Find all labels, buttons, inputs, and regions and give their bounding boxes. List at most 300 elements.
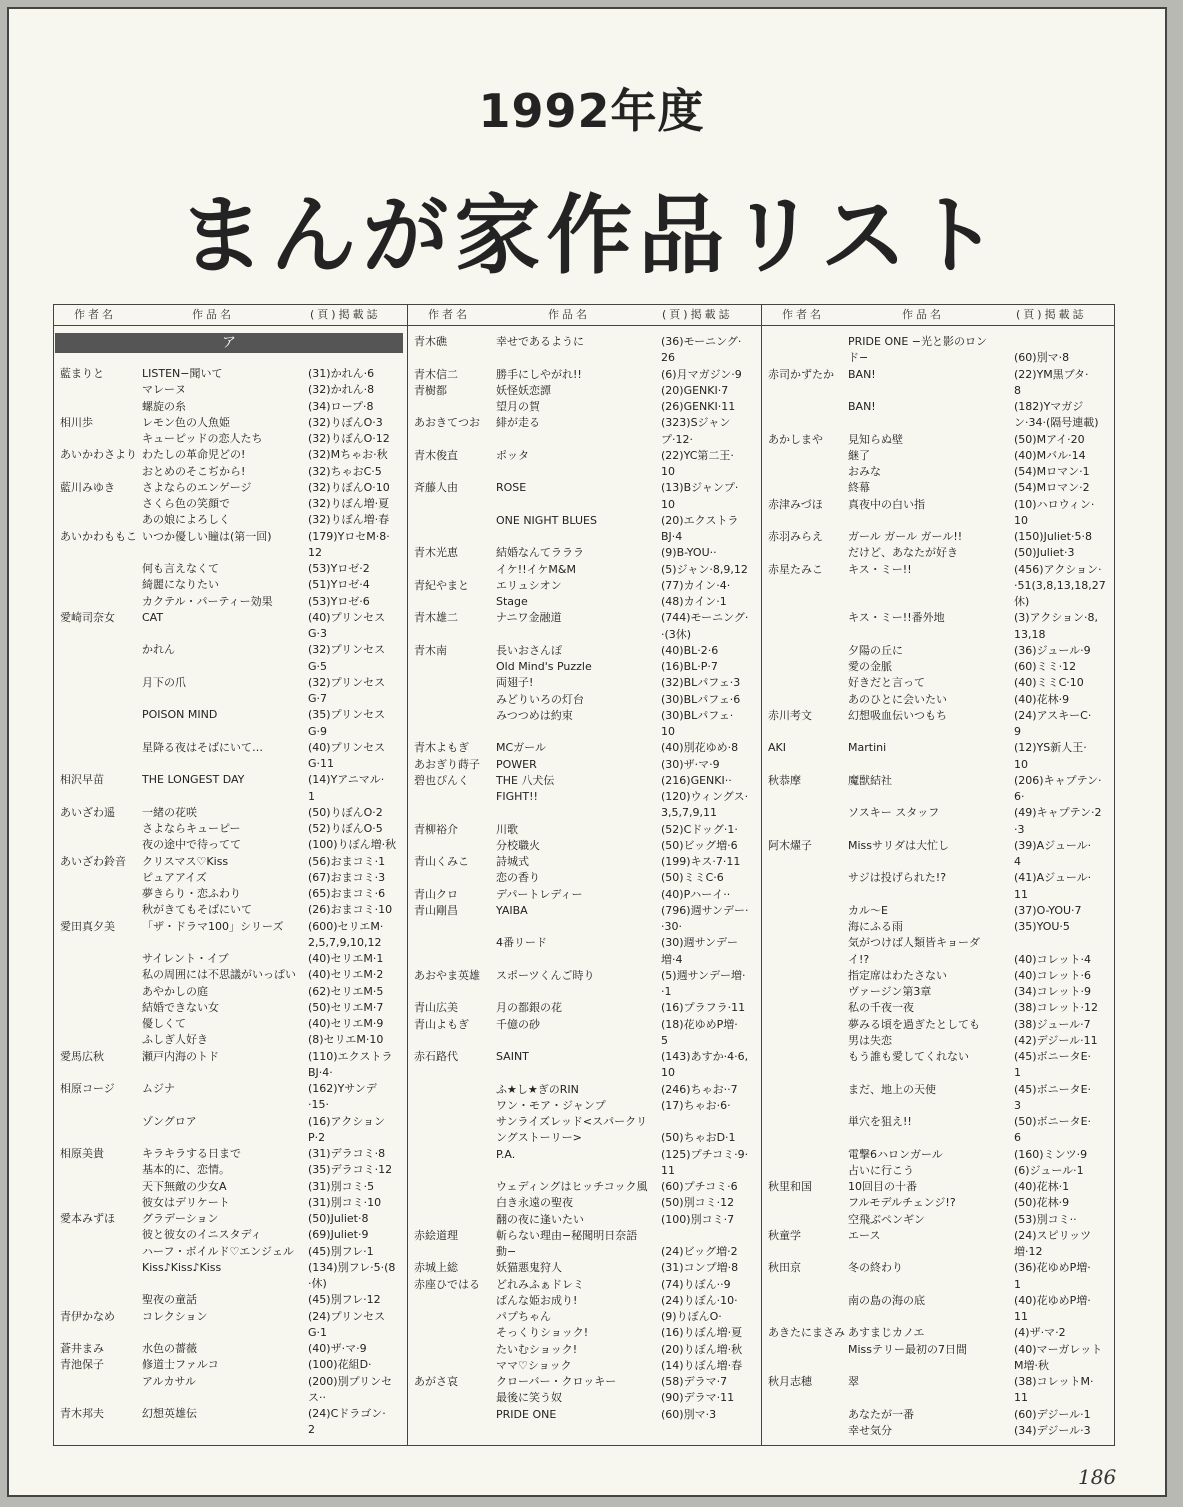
year-title: 1992年度	[478, 84, 705, 138]
magazine-info: (31)別コミ·5	[308, 1179, 375, 1193]
magazine-info: M増·秋	[1014, 1358, 1049, 1372]
work-title: Missテリー最初の7日間	[848, 1342, 968, 1356]
work-title: Old Mind's Puzzle	[496, 660, 592, 673]
magazine-info: (40)プリンセス	[308, 610, 386, 624]
work-title: 秋がきてもそばにいて	[142, 903, 252, 917]
magazine-info: (65)おまコミ·6	[308, 887, 386, 900]
magazine-info: 休)	[1014, 595, 1030, 608]
magazine-info: (40)花ゆめP増·	[1014, 1293, 1091, 1307]
author-name: あおやま英雄	[414, 968, 480, 982]
work-title: ポッタ	[496, 448, 529, 462]
magazine-info: (3)アクション·8,	[1014, 611, 1099, 625]
magazine-info: (110)エクストラ	[308, 1049, 393, 1063]
work-title: 電撃6ハロンガール	[848, 1147, 943, 1161]
author-name: 青木光恵	[414, 546, 458, 560]
magazine-info: (39)Aジュール·	[1014, 838, 1092, 852]
work-title: Kiss♪Kiss♪Kiss	[142, 1260, 222, 1274]
magazine-info: ス··	[308, 1390, 326, 1404]
magazine-info: (100)りぼん増·秋	[308, 838, 397, 852]
magazine-info: (30)週サンデー	[661, 936, 739, 950]
author-name: 青山よもぎ	[414, 1017, 469, 1031]
author-name: AKI	[768, 741, 786, 755]
magazine-info: (6)ジュール·1	[1014, 1163, 1084, 1177]
work-title: 夜の途中で待ってて	[142, 838, 241, 852]
work-title: FIGHT!!	[496, 790, 538, 803]
work-title: 幻想英雄伝	[142, 1407, 197, 1420]
author-name: 青木礁	[414, 335, 447, 348]
magazine-info: (120)ウィングス·	[661, 790, 749, 803]
magazine-info: (45)別フレ·12	[308, 1293, 381, 1307]
work-title: POWER	[496, 757, 537, 771]
work-title: だけど、あなたが好き	[848, 546, 958, 560]
magazine-info: (16)BL·P·7	[661, 660, 718, 673]
magazine-info: (36)ジュール·9	[1014, 643, 1091, 657]
work-title: クリスマス♡Kiss	[142, 854, 229, 868]
work-title: 基本的に、恋情。	[142, 1163, 230, 1177]
work-title: さくら色の笑顔で	[142, 497, 230, 510]
work-title: ド−	[848, 351, 869, 365]
author-name: あいかわももこ	[60, 529, 137, 543]
magazine-info: (30)ザ·マ·9	[661, 757, 720, 771]
work-title: 彼と彼女のイニスタディ	[142, 1228, 262, 1242]
magazine-info: (67)おまコミ·3	[308, 870, 386, 884]
magazine-info: 3,5,7,9,11	[661, 806, 717, 820]
magazine-info: (50)Mアイ·20	[1014, 432, 1085, 446]
work-title: 海にふる雨	[848, 920, 903, 933]
magazine-info: 11	[1014, 887, 1028, 901]
magazine-info: (26)GENKI·11	[661, 400, 736, 413]
magazine-info: 1	[1014, 1066, 1021, 1080]
magazine-info: (35)デラコミ·12	[308, 1163, 393, 1177]
work-title: MCガール	[496, 741, 546, 755]
magazine-info: (62)セリエM·5	[308, 984, 384, 998]
magazine-info: G·1	[308, 1325, 328, 1339]
work-title: 終幕	[848, 481, 870, 495]
author-name: あがさ哀	[414, 1375, 458, 1388]
work-title: 好きだと言って	[848, 676, 925, 690]
work-title: カクテル・パーティー効果	[142, 594, 273, 608]
work-title: 冬の終わり	[848, 1261, 903, 1275]
work-title: PRIDE ONE −光と影のロン	[848, 335, 987, 348]
author-name: 青伊かなめ	[60, 1309, 115, 1323]
work-title: おみな	[848, 465, 881, 478]
author-name: 秋恭摩	[768, 773, 801, 787]
magazine-info: (744)モーニング·	[661, 611, 749, 625]
magazine-info: ン·34·(隔号連載)	[1014, 416, 1099, 430]
magazine-info: (40)花林·1	[1014, 1180, 1070, 1193]
magazine-info: (40)Pハーイ··	[661, 887, 731, 901]
header-divider	[53, 325, 1115, 326]
magazine-info: (52)Cドッグ·1·	[661, 822, 738, 836]
magazine-info: (69)Juliet·9	[308, 1228, 369, 1242]
magazine-info: (74)りぼん··9	[661, 1277, 731, 1291]
magazine-info: (50)別コミ·12	[661, 1196, 735, 1210]
work-title: グラデーション	[142, 1212, 219, 1225]
magazine-info: (31)コンプ増·8	[661, 1261, 739, 1275]
work-title: 占いに行こう	[848, 1163, 914, 1177]
work-title: 「ザ・ドラマ100」シリーズ	[142, 919, 284, 933]
work-title: PRIDE ONE	[496, 1407, 557, 1421]
magazine-info: (31)デラコミ·8	[308, 1147, 386, 1160]
work-title: 螺旋の糸	[142, 399, 186, 413]
magazine-info: (54)Mロマン·2	[1014, 481, 1090, 495]
work-title: BAN!	[848, 400, 876, 413]
magazine-info: (50)りぼんO·2	[308, 805, 383, 819]
author-name: あいかわさより	[60, 448, 137, 462]
magazine-info: 2	[308, 1423, 315, 1437]
magazine-info: (24)アスキーC·	[1014, 708, 1092, 722]
magazine-info: 5	[661, 1033, 668, 1047]
work-title: 両翅子!	[496, 676, 534, 690]
work-title: 幸せであるように	[496, 335, 584, 348]
magazine-info: (179)YロセM·8·	[308, 529, 390, 543]
work-title: 何も言えなくて	[142, 562, 219, 575]
work-title: ゾングロア	[142, 1114, 197, 1128]
author-name: 青紀やまと	[414, 578, 469, 592]
magazine-info: (456)アクション·	[1014, 562, 1102, 576]
author-name: 青木俊直	[414, 448, 458, 462]
magazine-info: G·7	[308, 692, 328, 705]
work-title: スポーツくんご時り	[496, 968, 595, 982]
author-name: 斉藤人由	[414, 481, 458, 495]
work-title: 分校職火	[496, 838, 540, 852]
magazine-info: (37)O-YOU·7	[1014, 903, 1082, 917]
author-name: 青池保子	[60, 1358, 104, 1372]
work-title: 妖怪妖恋譚	[496, 383, 551, 397]
magazine-info: (35)プリンセス	[308, 708, 386, 722]
magazine-info: (32)プリンセス	[308, 675, 386, 689]
work-title: Missサリダは大忙し	[848, 838, 950, 852]
magazine-info: (24)りぼん·10·	[661, 1293, 738, 1307]
magazine-info: (216)GENKI··	[661, 773, 732, 787]
work-title: 聖夜の童話	[142, 1293, 197, 1307]
magazine-info: (30)BLパフェ·6	[661, 692, 741, 706]
magazine-info: (35)YOU·5	[1014, 920, 1070, 933]
author-name: 青木信二	[414, 367, 458, 381]
author-name: 相沢早苗	[60, 773, 104, 787]
work-title: そっくりショック!	[496, 1326, 589, 1340]
work-title: LISTEN−聞いて	[142, 367, 223, 380]
work-title: アルカサル	[142, 1374, 197, 1388]
magazine-info: 26	[661, 351, 675, 365]
column-divider	[761, 304, 762, 1446]
author-name: 蒼井まみ	[60, 1342, 104, 1355]
magazine-info: (200)別プリンセ	[308, 1374, 393, 1388]
work-title: ふしぎ人好き	[142, 1033, 208, 1047]
work-title: キス・ミー!!番外地	[848, 611, 945, 625]
magazine-info: (41)Aジュール·	[1014, 871, 1092, 885]
magazine-info: (8)セリエM·10	[308, 1033, 384, 1047]
work-title: サンライズレッド<スパークリ	[496, 1115, 648, 1128]
author-name: 相原美貴	[60, 1147, 104, 1160]
magazine-info: (100)別コミ·7	[661, 1212, 735, 1226]
work-title: 修道士ファルコ	[142, 1358, 219, 1372]
magazine-info: (12)YS新人王·	[1014, 741, 1087, 755]
magazine-info: (38)コレット·12	[1014, 1001, 1098, 1015]
magazine-info: (34)コレット·9	[1014, 985, 1091, 998]
header-author: 作者名	[782, 308, 824, 321]
magazine-info: (40)セリエM·2	[308, 968, 384, 982]
magazine-info: (40)Mバル·14	[1014, 448, 1086, 462]
work-title: 翻の夜に逢いたい	[496, 1212, 584, 1226]
column-divider	[407, 304, 408, 1446]
magazine-info: (52)りぼんO·5	[308, 822, 383, 835]
work-title: まだ、地上の天使	[848, 1082, 936, 1096]
author-name: 赤星たみこ	[768, 562, 823, 576]
magazine-info: 13,18	[1014, 627, 1046, 641]
magazine-info: G·9	[308, 724, 328, 738]
magazine-info: (199)キス·7·11	[661, 855, 741, 868]
magazine-info: (32)りぼんO·12	[308, 432, 390, 445]
work-title: あの娘によろしく	[142, 513, 230, 527]
work-title: 南の島の海の底	[848, 1293, 925, 1307]
magazine-info: (32)プリンセス	[308, 643, 386, 657]
magazine-info: (20)りぼん増·秋	[661, 1342, 743, 1356]
magazine-info: (36)花ゆめP増·	[1014, 1261, 1091, 1275]
author-name: 青木雄二	[414, 611, 458, 625]
magazine-info: (40)BL·2·6	[661, 643, 719, 657]
magazine-info: (32)ちゃおC·5	[308, 464, 382, 478]
author-name: あきたにまさみ	[768, 1326, 845, 1340]
header-work: 作品名	[548, 308, 590, 321]
magazine-info: (20)エクストラ	[661, 513, 739, 527]
magazine-info: (50)Juliet·8	[308, 1212, 369, 1225]
magazine-info: 10	[661, 497, 675, 511]
work-title: ONE NIGHT BLUES	[496, 513, 597, 527]
work-title: みつつめは約束	[496, 708, 573, 722]
magazine-info: (18)花ゆめP増·	[661, 1017, 738, 1031]
magazine-info: 3	[1014, 1098, 1021, 1112]
work-title: あなたが一番	[848, 1407, 914, 1421]
work-title: 川歌	[496, 822, 518, 836]
magazine-info: (40)花林·9	[1014, 692, 1070, 706]
work-title: イ!?	[848, 952, 870, 966]
magazine-info: (49)キャプテン·2	[1014, 806, 1102, 820]
work-title: クローバー・クロッキー	[496, 1375, 617, 1388]
work-title: かれん	[142, 643, 175, 657]
author-name: あいざわ鈴音	[60, 854, 126, 868]
magazine-info: 12	[308, 545, 322, 559]
magazine-info: BJ·4	[661, 530, 683, 543]
work-title: BAN!	[848, 367, 876, 381]
author-name: 赤座ひではる	[414, 1277, 480, 1291]
magazine-info: (14)Yアニマル·	[308, 773, 385, 787]
work-title: ウェディングはヒッチコック風	[496, 1180, 648, 1193]
work-title: 真夜中の白い指	[848, 497, 925, 511]
work-title: サイレント・イブ	[142, 952, 229, 965]
magazine-info: (796)週サンデー·	[661, 903, 749, 917]
magazine-info: 11	[1014, 1310, 1028, 1323]
work-title: 彼女はデリケート	[142, 1195, 230, 1209]
magazine-info: ·(3休)	[661, 627, 692, 641]
author-name: 赤城上総	[414, 1261, 458, 1275]
magazine-info: (31)かれん·6	[308, 367, 375, 380]
magazine-info: (50)ビッグ増·6	[661, 838, 738, 852]
work-title: 恋の香り	[496, 871, 540, 885]
section-band: ア	[55, 333, 403, 353]
work-title: 気がつけば人類皆キョーダ	[848, 936, 980, 950]
author-name: 青木よもぎ	[414, 741, 469, 755]
work-title: 千億の砂	[496, 1017, 540, 1031]
magazine-info: 増·4	[661, 952, 683, 966]
magazine-info: (58)デラマ·7	[661, 1375, 728, 1388]
magazine-info: (60)デジール·1	[1014, 1407, 1091, 1421]
magazine-info: (34)デジール·3	[1014, 1423, 1091, 1437]
work-title: ピュアアイズ	[142, 870, 207, 884]
magazine-info: (60)別マ·8	[1014, 351, 1070, 365]
magazine-info: (16)りぼん増·夏	[661, 1326, 743, 1340]
magazine-info: (45)ボニータE·	[1014, 1082, 1092, 1096]
work-title: ナニワ金融道	[496, 611, 562, 625]
author-name: 秋里和国	[768, 1180, 812, 1193]
work-title: ふ★し★ぎのRIN	[496, 1082, 579, 1096]
magazine-info: ·30·	[661, 920, 682, 933]
work-title: 指定席はわたさない	[848, 968, 947, 982]
magazine-info: (24)プリンセス	[308, 1309, 386, 1323]
magazine-info: 8	[1014, 383, 1021, 397]
author-name: 愛本みずほ	[60, 1212, 115, 1225]
magazine-info: 9	[1014, 725, 1021, 738]
author-name: 秋童学	[768, 1228, 801, 1242]
magazine-info: (10)ハロウィン·	[1014, 497, 1095, 511]
work-title: 結婚できない女	[142, 1000, 219, 1014]
work-title: 望月の賀	[496, 400, 540, 413]
magazine-info: (40)セリエM·9	[308, 1017, 384, 1030]
magazine-info: 10	[661, 465, 675, 478]
work-title: 白き永遠の聖夜	[496, 1196, 573, 1210]
magazine-info: (60)別マ·3	[661, 1407, 717, 1421]
magazine-info: 6	[1014, 1131, 1021, 1145]
magazine-info: (32)BLパフェ·3	[661, 676, 741, 690]
author-name: 秋田京	[768, 1261, 801, 1275]
magazine-info: (206)キャプテン·	[1014, 773, 1102, 787]
magazine-info: G·3	[308, 627, 328, 640]
magazine-info: (60)ミミ·12	[1014, 660, 1077, 673]
magazine-info: (143)あすか·4·6,	[661, 1050, 749, 1063]
magazine-info: (32)りぼん増·夏	[308, 497, 390, 510]
work-title: POISON MIND	[142, 708, 218, 722]
work-title: 長いおさんぽ	[496, 643, 562, 657]
author-name: 藍川みゆき	[60, 480, 115, 494]
work-title: ROSE	[496, 481, 527, 495]
magazine-info: (24)Cドラゴン·	[308, 1407, 386, 1420]
magazine-info: (42)デジール·11	[1014, 1033, 1098, 1047]
work-title: 幻想吸血伝いつもち	[848, 708, 947, 722]
header-work: 作品名	[192, 308, 234, 321]
work-title: 男は失恋	[848, 1033, 892, 1047]
magazine-info: プ·12·	[661, 432, 693, 446]
magazine-info: 増·12	[1014, 1245, 1043, 1258]
magazine-info: ·15·	[308, 1098, 329, 1112]
header-author: 作者名	[428, 308, 470, 321]
magazine-info: P·2	[308, 1130, 326, 1144]
magazine-info: (134)別フレ·5·(8	[308, 1260, 396, 1274]
magazine-info: (30)BLパフェ·	[661, 708, 734, 722]
author-name: 相川歩	[60, 415, 93, 429]
magazine-info: (77)カイン·4·	[661, 578, 731, 592]
magazine-info: (45)ボニータE·	[1014, 1050, 1092, 1063]
header-work: 作品名	[902, 308, 944, 321]
magazine-info: (38)コレットM·	[1014, 1375, 1094, 1388]
work-title: マレーヌ	[142, 383, 186, 397]
magazine-info: (40)ミミC·10	[1014, 676, 1084, 690]
work-title: 緋が走る	[496, 416, 540, 430]
magazine-info: (38)ジュール·7	[1014, 1017, 1091, 1031]
work-title: ハーフ・ボイルド♡エンジェル	[142, 1244, 294, 1258]
magazine-info: (14)りぼん増·春	[661, 1358, 743, 1372]
work-title: ムジナ	[142, 1082, 175, 1095]
work-title: いつか優しい瞳は(第一回)	[142, 529, 272, 543]
work-title: たいむショック!	[496, 1342, 578, 1356]
work-title: サジは投げられた!?	[848, 871, 947, 885]
magazine-info: (31)別コミ·10	[308, 1195, 382, 1209]
magazine-info: (125)プチコミ·9·	[661, 1147, 749, 1161]
author-name: あいざわ遥	[60, 805, 115, 819]
work-title: 瀬戸内海のトド	[142, 1049, 219, 1063]
work-title: あすまじカノエ	[848, 1326, 925, 1340]
work-title: P.A.	[496, 1147, 516, 1161]
magazine-info: (16)プラフラ·11	[661, 1001, 746, 1015]
magazine-info: (51)Yロゼ·4	[308, 578, 370, 592]
magazine-info: BJ·4·	[308, 1065, 333, 1079]
work-title: 斬らない理由−秘聞明日奈語	[496, 1228, 638, 1242]
magazine-info: (53)Yロゼ·2	[308, 562, 370, 575]
work-title: 4番リード	[496, 936, 547, 950]
magazine-info: (600)セリエM·	[308, 919, 384, 933]
author-name: 相原コージ	[60, 1082, 115, 1095]
work-title: 愛の金脈	[848, 660, 892, 673]
work-title: SAINT	[496, 1050, 529, 1063]
work-title: ガール ガール ガール!!	[848, 530, 963, 543]
magazine-info: 10	[1014, 757, 1028, 771]
author-name: 藍まりと	[60, 367, 104, 380]
work-title: 継了	[848, 448, 870, 462]
work-title: あのひとに会いたい	[848, 692, 947, 706]
work-title: 星降る夜はそばにいて…	[142, 740, 263, 754]
magazine-info: (40)プリンセス	[308, 740, 386, 754]
magazine-info: (4)ザ·マ·2	[1014, 1326, 1066, 1340]
magazine-info: (54)Mロマン·1	[1014, 465, 1090, 478]
magazine-info: (182)Yマガジ	[1014, 400, 1084, 413]
work-title: ヴァージン第3章	[848, 985, 932, 998]
magazine-info: (9)B-YOU··	[661, 546, 717, 560]
work-title: わたしの革命児どの!	[142, 448, 246, 462]
work-title: 見知らぬ壁	[848, 432, 903, 446]
work-title: Martini	[848, 741, 887, 755]
magazine-info: (100)花組D·	[308, 1358, 372, 1372]
magazine-info: G·5	[308, 659, 328, 673]
work-title: さよならキューピー	[142, 822, 241, 835]
author-name: 青山広美	[414, 1001, 458, 1015]
author-name: 青山くみこ	[414, 855, 469, 868]
magazine-info: (34)ロープ·8	[308, 399, 374, 413]
work-title: あやかしの庭	[142, 984, 208, 998]
work-title: カル〜E	[848, 903, 888, 917]
magazine-info: (22)YC第二王·	[661, 448, 734, 462]
work-title: ママ♡ショック	[496, 1358, 572, 1372]
magazine-info: ·1	[661, 985, 672, 998]
magazine-info: 11	[1014, 1391, 1028, 1405]
work-title: エリュシオン	[496, 578, 562, 592]
magazine-info: 11	[661, 1163, 675, 1177]
author-name: 赤絵道理	[414, 1228, 458, 1242]
work-title: 夢みる頃を過ぎたとしても	[848, 1017, 980, 1031]
work-title: さよならのエンゲージ	[142, 480, 252, 494]
magazine-info: (26)おまコミ·10	[308, 903, 393, 917]
work-title: 夢きらり・恋ふわり	[142, 887, 241, 900]
work-title: 動−	[496, 1245, 517, 1258]
work-title: 私の周囲には不思議がいっぱい	[142, 968, 296, 982]
